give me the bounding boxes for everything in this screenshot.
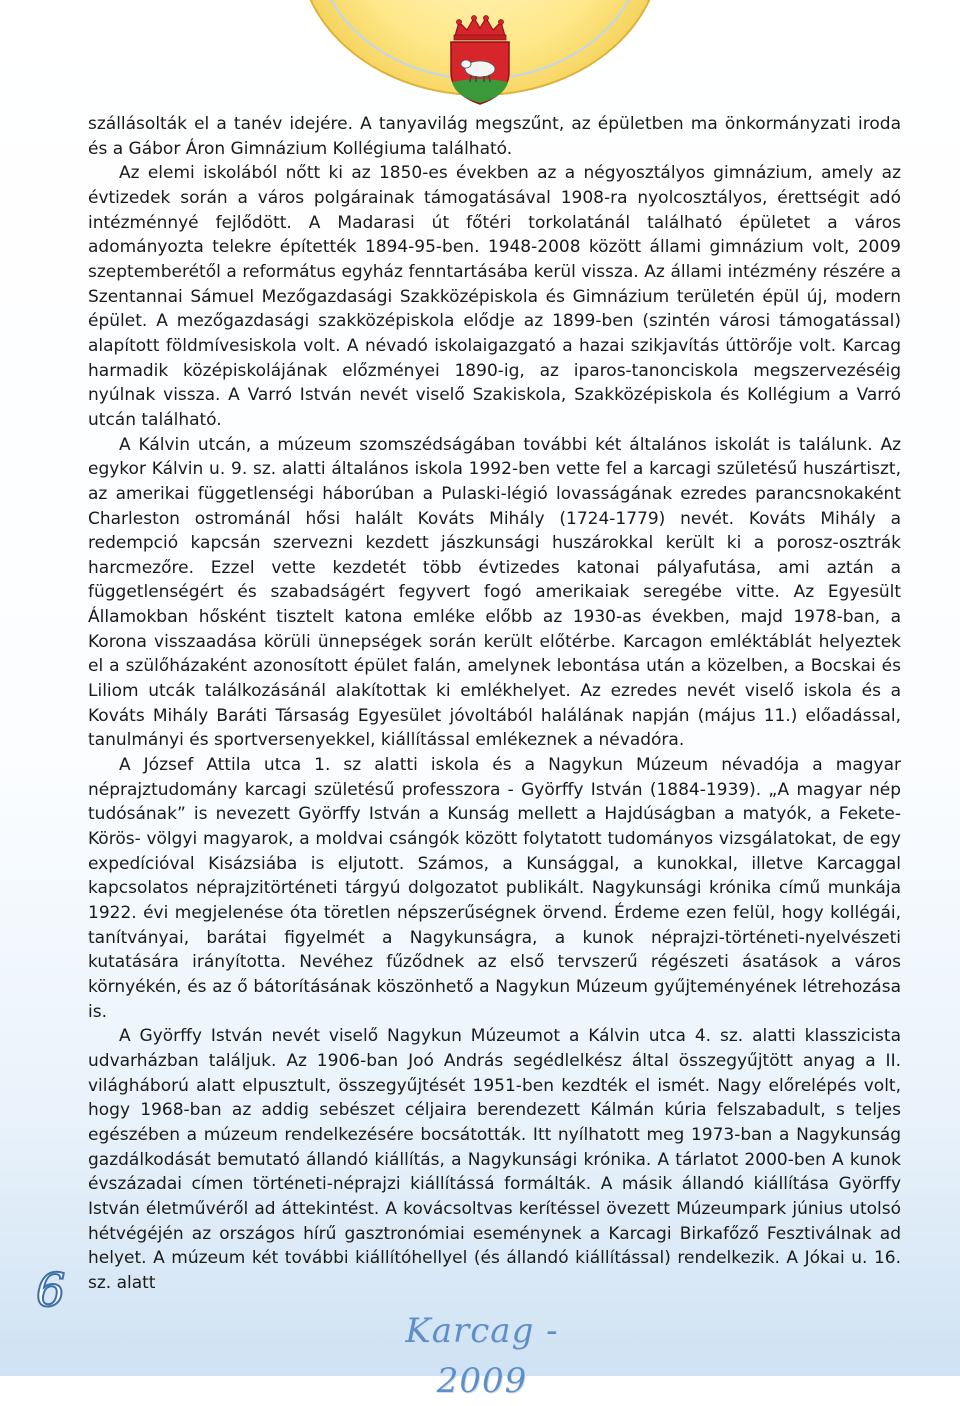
paragraph: szállásolták el a tanév idejére. A tanyavilág megszűnt, az épületben ma önkormányzati iroda és a Gábor Áron Gimnázium Kollégiuma található.	[88, 114, 901, 159]
paragraph: Az elemi iskolából nőtt ki az 1850-es években az a négyosztályos gimnázium, amely az évtizedek során a város polgárainak támogatásával 1908-ra nyolcosztályos, érettségit adó intézménnyé fejlődött. A Madarasi út főtéri torkolatánál található épületet a város adományozta telekre építették 1894-95-ben. 1948-2008 között állami gimnázium volt, 2009 szeptemberétől a református egyház fenntartásába kerül vissza. Az állami intézmény részére a Szentannai Sámuel Mezőgazdasági Szakközépiskola és Gimnázium területén épül új, modern épület. A mezőgazdasági szakközépiskola elődje az 1899-ben (szintén városi támogatással) alapított földmívesiskola volt. A névadó iskolaigazgató a hazai szikjavítás úttörője volt. Karcag harmadik középiskolájának előzményei 1890-ig, az iparos-tanonciskola megszervezéséig nyúlnak vissza. A Varró István nevét viselő Szakiskola, Szakközépiskola és Kollégium a Varró utcán található.	[88, 163, 901, 430]
paragraph: A Györffy István nevét viselő Nagykun Múzeumot a Kálvin utca 4. sz. alatti klasszicista udvarházban találjuk. Az 1906-ban Joó András segédlelkész által összegyűjtött anyag a II. világháború alatt elpusztult, összegyűjtését 1951-ben kezdték el ismét. Nagy előrelépés volt, hogy 1968-ban az addig sebészet céljaira berendezett Kálmán kúria felszabadult, s teljes egészében a múzeum rendelkezésére bocsátották. Itt nyílhatott meg 1973-ban a Nagykunság gazdálkodását bemutató állandó kiállítás, a Nagykunsági krónika. A tárlatot 2000-ben A kunok évszázadai címen történeti-néprajzi kiállítássá formálták. A másik állandó kiállítása Györffy István életművéről ad áttekintést. A kovácsoltvas kerítéssel övezett Múzeumpark június utolsó hétvégéjén az országos hírű gasztronómiai eseménynek a Karcagi Birkafőző Fesztiválnak ad helyet. A múzeum két további kiállítóhellyel (és állandó kiállítással) rendelkezik. A Jókai u. 16. sz. alatt	[88, 1026, 901, 1293]
footer-title: Karcag - 2009	[405, 1311, 559, 1401]
page-number: 6	[36, 1263, 66, 1317]
paragraph: A Kálvin utcán, a múzeum szomszédságában további két általános iskolát is találunk. Az egykor Kálvin u. 9. sz. alatti általános iskola 1992-ben vette fel a karcagi születésű huszártiszt, az amerikai függetlenségi háborúban a Pulaski-légió lovasságának ezredes parancsnokaként Charleston ostrománál hősi halált Kováts Mihály (1724-1779) nevét. Kováts Mihály a redempció kapcsán szervezni kezdett jászkunsági huszárokkal került ki a porosz-osztrák harcmezőre. Ezzel vette kezdetét több évtizedes katonai pályafutása, ami aztán a függetlenségért és szabadságért fegyvert fogó amerikaiak seregébe vitte. Az Egyesült Államokban hősként tisztelt katona emléke előbb az 1930-as években, majd 1978-ban, a Korona visszaadása körüli ünnepségek során került előtérbe. Karcagon emléktáblát helyeztek el a szülőházaként azonosított épület falán, amelynek lebontása után a közelben, a Bocskai és Liliom utcák találkozásánál alakítottak ki emlékhelyet. Az ezredes nevét viselő iskola és a Kováts Mihály Baráti Társaság Egyesület jóvoltából halálának napján (május 11.) előadással, tanulmányi és sportversenyekkel, kiállítással emlékeznek a névadóra.	[88, 434, 901, 751]
karcag-coat-of-arms-icon	[441, 14, 519, 106]
paragraph: A József Attila utca 1. sz alatti iskola és a Nagykun Múzeum névadója a magyar néprajztudomány karcagi születésű professzora - Györffy István (1884-1939). „A magyar nép tudósának” is nevezett Györffy István a Kunság mellett a Hajdúságban a matyók, a Fekete-Körös- völgyi magyarok, a moldvai csángók között folytatott tudományos vizsgálatokat, de egy expedícióval Kisázsiába is eljutott. Számos, a Kunsággal, a kunokkal, illetve Karcaggal kapcsolatos néprajzitörténeti tárgyú dolgozatot publikált. Nagykunsági krónika című munkája 1922. évi megjelenése óta töretlen népszerűségnek örvend. Érdeme ezen felül, hogy kollégái, tanítványai, barátai figyelmét a Nagykunságra, a kunok néprajzi-történeti-nyelvészeti kutatására irányította. Nevéhez fűződnek az első tervszerű régészeti ásatások a város környékén, és az ő bátorításának köszönhető a Nagykun Múzeum gyűjteményének létrehozása is.	[88, 755, 901, 1022]
article-body	[88, 112, 901, 1296]
